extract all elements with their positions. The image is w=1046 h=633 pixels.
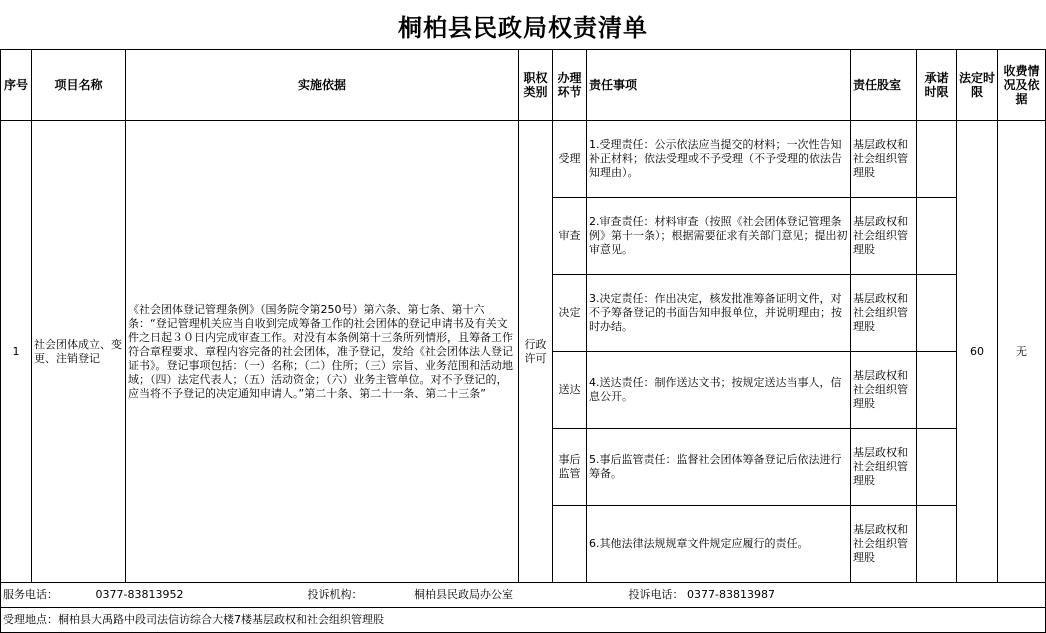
cell-dept: 基层政权和社会组织管理股 xyxy=(851,429,917,506)
address-label: 受理地点： xyxy=(3,613,58,626)
cell-duty: 2.审查责任：材料审查（按照《社会团体登记管理条例》第十一条）；根据需要征求有关部门意见；提出初审意见。 xyxy=(587,198,851,275)
cell-dept: 基层政权和社会组织管理股 xyxy=(851,198,917,275)
cell-dept: 基层政权和社会组织管理股 xyxy=(851,121,917,198)
header-basis: 实施依据 xyxy=(126,50,519,121)
table-header-row xyxy=(1,50,1046,121)
cell-duty: 3.决定责任：作出决定，核发批准筹备证明文件，对不予筹备登记的书面告知申报单位，并说明理由；按时办结。 xyxy=(587,275,851,352)
header-item-name: 项目名称 xyxy=(32,50,126,121)
header-dept: 责任股室 xyxy=(851,50,917,121)
header-duty: 责任事项 xyxy=(587,50,851,121)
header-fee: 收费情况及依据 xyxy=(998,50,1046,121)
cell-promised-time xyxy=(917,275,957,352)
cell-duty: 5.事后监管责任：监督社会团体筹备登记后依法进行筹备。 xyxy=(587,429,851,506)
cell-dept: 基层政权和社会组织管理股 xyxy=(851,506,917,583)
cell-stage: 送达 xyxy=(553,352,587,429)
service-phone-label: 服务电话： xyxy=(3,588,58,601)
footer-address xyxy=(1,608,1046,633)
header-power-type: 职权类别 xyxy=(519,50,553,121)
cell-power-type: 行政许可 xyxy=(519,121,553,583)
service-phone-value: 0377-83813952 xyxy=(95,588,184,601)
footer-contact-row xyxy=(1,583,1046,608)
cell-duty: 4.送达责任：制作送达文书；按规定送达当事人，信息公开。 xyxy=(587,352,851,429)
header-seq: 序号 xyxy=(1,50,32,121)
complaint-phone-value: 0377-83813987 xyxy=(687,588,775,601)
footer-empty-end xyxy=(998,583,1046,608)
cell-promised-time xyxy=(917,121,957,198)
cell-dept: 基层政权和社会组织管理股 xyxy=(851,275,917,352)
cell-item-name: 社会团体成立、变更、注销登记 xyxy=(32,121,126,583)
responsibility-table xyxy=(0,49,1046,633)
footer-service-phone xyxy=(1,583,184,608)
header-legal-time: 法定时限 xyxy=(957,50,998,121)
cell-basis: 《社会团体登记管理条例》（国务院令第250号）第六条、第七条、第十六条：“登记管理机关应当自收到完成筹备工作的社会团体的登记申请书及有关文件之日起３０日内完成审查工作。对没有本条例第十三条所列情形，且筹备工作符合章程要求、章程内容完备的社会团体，准予登记，发给《社会团体法人登记证书》。登记事项包括：（一）名称；（二）住所；（三）宗旨、业务范围和活动地域；（四）法定代表人；（五）活动资金；（六）业务主管单位。对不予登记的，应当将不予登记的决定通知申请人。”第二十条、第二十一条、第二十三条” xyxy=(126,121,519,583)
page-title: 桐柏县民政局权责清单 xyxy=(398,12,648,42)
address-value: 桐柏县大禹路中段司法信访综合大楼7楼基层政权和社会组织管理股 xyxy=(58,613,384,626)
cell-promised-time xyxy=(917,352,957,429)
cell-promised-time xyxy=(917,198,957,275)
cell-stage: 事后监管 xyxy=(553,429,587,506)
footer-complaint xyxy=(126,583,851,608)
cell-dept: 基层政权和社会组织管理股 xyxy=(851,352,917,429)
cell-seq: 1 xyxy=(1,121,32,583)
header-promised-time: 承诺时限 xyxy=(917,50,957,121)
complaint-phone-label: 投诉电话： xyxy=(628,588,684,601)
footer-address-row xyxy=(1,608,1046,633)
cell-stage: 决定 xyxy=(553,275,587,352)
table-row xyxy=(1,121,1046,198)
cell-duty: 6.其他法律法规规章文件规定应履行的责任。 xyxy=(587,506,851,583)
cell-fee: 无 xyxy=(998,121,1046,583)
cell-legal-time: 60 xyxy=(957,121,998,583)
cell-duty: 1.受理责任：公示依法应当提交的材料；一次性告知补正材料；依法受理或不予受理（不予受理的依法告知理由）。 xyxy=(587,121,851,198)
cell-stage: 审查 xyxy=(553,198,587,275)
complaint-org-label: 投诉机构： xyxy=(307,588,363,601)
cell-stage: 受理 xyxy=(553,121,587,198)
header-stage: 办理环节 xyxy=(553,50,587,121)
cell-promised-time xyxy=(917,506,957,583)
cell-promised-time xyxy=(917,429,957,506)
cell-stage xyxy=(553,506,587,583)
footer-empty xyxy=(851,583,998,608)
complaint-org-value: 桐柏县民政局办公室 xyxy=(414,588,513,601)
